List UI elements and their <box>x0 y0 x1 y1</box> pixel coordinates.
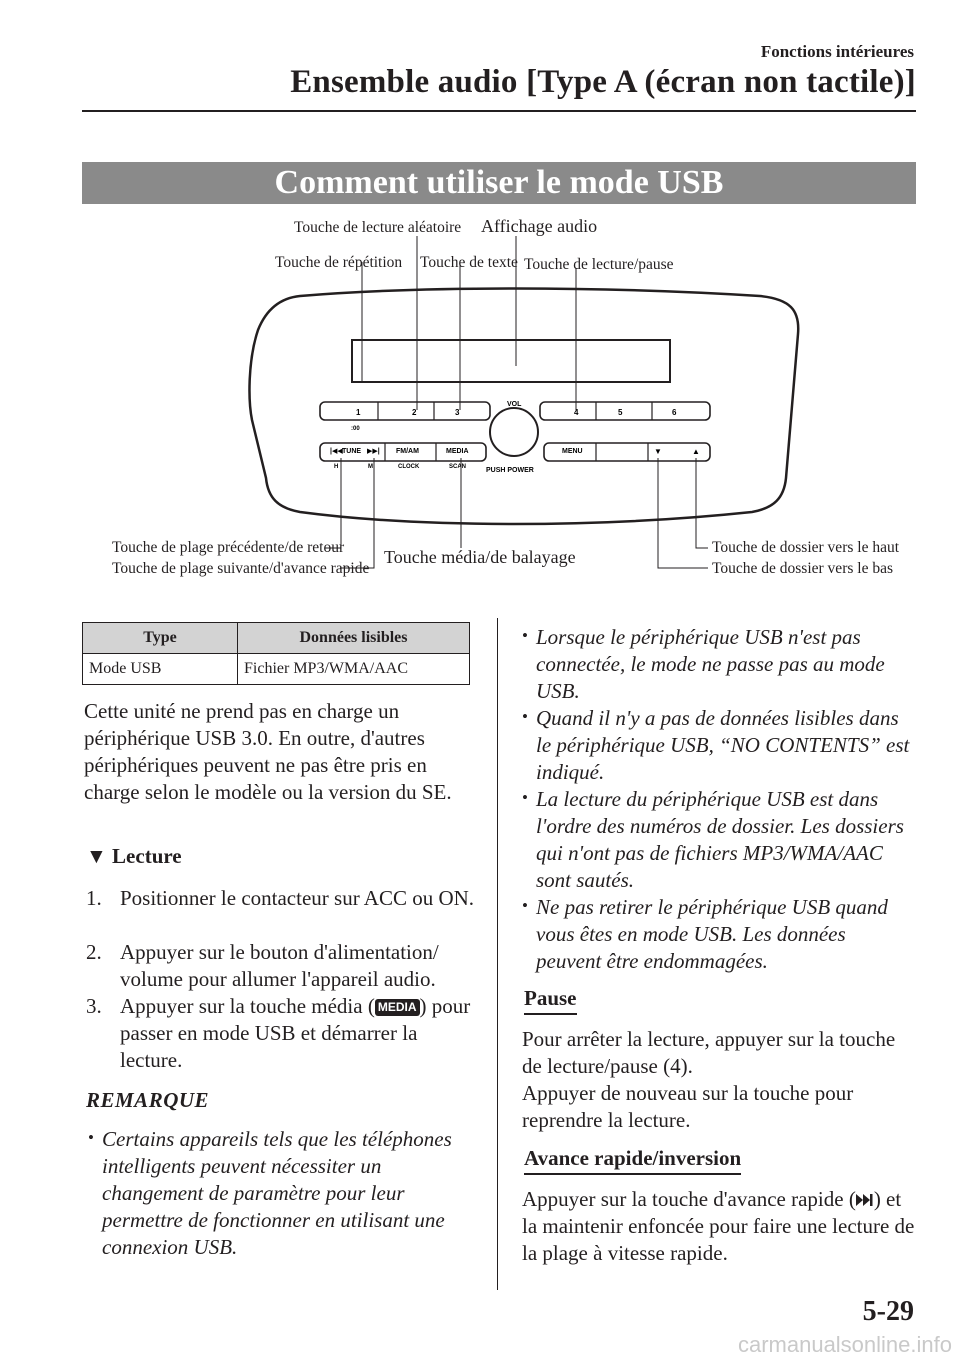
panel-body <box>250 289 799 525</box>
step-text: Positionner le contacteur sur ACC ou ON. <box>120 886 475 910</box>
label-folder-up-key: Touche de dossier vers le haut <box>712 539 900 556</box>
label-track-forward-key: Touche de plage suivante/d'avance rapide <box>112 560 370 577</box>
h-label: H <box>334 464 339 470</box>
bullet-icon: • <box>522 707 528 726</box>
intro-paragraph: Cette unité ne prend pas en charge un périphérique USB 3.0. En outre, d'autres périphériques peuvent ne pas être pris en charge selon le modèle ou la version du SE. <box>84 699 452 804</box>
section-heading-lecture <box>86 844 182 869</box>
subheading-pause: Pause <box>524 986 577 1011</box>
section-title-lecture: Lecture <box>112 844 182 868</box>
table-cell-type: Mode USB <box>83 654 238 685</box>
label-folder-down-key: Touche de dossier vers le bas <box>712 560 893 577</box>
tune-prev-glyph: |◀◀ <box>330 448 343 455</box>
tune-next-glyph: ▶▶| <box>367 448 380 455</box>
label-track-back-key: Touche de plage précédente/de retour <box>112 539 345 556</box>
label-play-pause-key: Touche de lecture/pause <box>524 256 674 273</box>
section-banner: Comment utiliser le mode USB <box>82 162 916 204</box>
audio-display-window <box>352 340 670 382</box>
preset-6-label: 6 <box>672 408 677 417</box>
m-label: M <box>368 464 373 470</box>
vol-label: VOL <box>507 401 522 408</box>
step-text: Appuyer sur le bouton d'alimentation/ volume pour allumer l'appareil audio. <box>120 940 439 991</box>
folder-down-glyph: ▼ <box>654 447 662 456</box>
step-number: 3. <box>86 994 102 1018</box>
media-key-icon: MEDIA <box>375 999 420 1016</box>
label-shuffle-key: Touche de lecture aléatoire <box>294 219 462 236</box>
push-power-label: PUSH POWER <box>486 467 534 474</box>
note-item: • Quand il n'y a pas de données lisibles dans le périphérique USB, “NO CONTENTS” est indiqué. <box>522 705 916 786</box>
note-item: • Lorsque le périphérique USB n'est pas connectée, le mode ne passe pas au mode USB. <box>522 624 916 705</box>
ff-paragraph: Appuyer sur la touche d'avance rapide ( ) et la maintenir enfoncée pour faire une lecture de la plage à vitesse rapide. <box>522 1187 915 1265</box>
triangle-marker-icon: ▼ <box>86 844 107 868</box>
step-3 <box>86 993 478 1074</box>
preset-2-label: 2 <box>412 408 417 417</box>
bullet-icon: • <box>88 1128 94 1147</box>
readable-data-table <box>82 622 470 685</box>
watermark: carmanualsonline.info <box>737 1332 952 1357</box>
folder-up-glyph: ▲ <box>692 447 700 456</box>
step-1 <box>86 885 478 912</box>
step-2 <box>86 939 478 993</box>
table-header-row <box>83 623 470 654</box>
subheading-ff-rew: Avance rapide/inversion <box>524 1146 741 1171</box>
bullet-icon: • <box>522 896 528 915</box>
note-item: • Ne pas retirer le périphérique USB quand vous êtes en mode USB. Les données peuvent être endommagées. <box>522 894 916 975</box>
label-repeat-key: Touche de répétition <box>275 254 403 271</box>
volume-knob <box>490 408 538 456</box>
pause-paragraph-2: Appuyer de nouveau sur la touche pour reprendre la lecture. <box>522 1081 854 1132</box>
step-text: Appuyer sur la touche média ( MEDIA ) pour passer en mode USB et démarrer la lecture. <box>120 994 471 1072</box>
pause-paragraph-1: Pour arrêter la lecture, appuyer sur la touche de lecture/pause (4). <box>522 1027 896 1078</box>
preset-5-label: 5 <box>618 408 623 417</box>
note-heading: REMARQUE <box>86 1088 210 1112</box>
preset-4-label: 4 <box>574 408 579 417</box>
table-row <box>83 654 470 685</box>
label-media-scan-key: Touche média/de balayage <box>384 547 576 567</box>
table-cell-data: Fichier MP3/WMA/AAC <box>238 654 470 685</box>
bullet-icon: • <box>522 788 528 807</box>
label-audio-display: Affichage audio <box>481 216 598 236</box>
label-text-key: Touche de texte <box>420 254 518 271</box>
preset-buttons-right <box>540 402 710 420</box>
table-header-type: Type <box>83 623 238 654</box>
fm-am-label: FM/AM <box>396 448 419 455</box>
menu-label: MENU <box>562 448 583 455</box>
page-title: Ensemble audio [Type A (écran non tactile)] <box>290 64 916 100</box>
clock-label: CLOCK <box>398 464 420 470</box>
step-number: 1. <box>86 886 102 910</box>
page-number: 5-29 <box>862 1296 914 1327</box>
preset-3-label: 3 <box>455 408 460 417</box>
preset-1-label: 1 <box>356 408 361 417</box>
tune-label: TUNE <box>342 448 362 455</box>
clock-00-label: :00 <box>351 426 360 432</box>
table-header-data: Données lisibles <box>238 623 470 654</box>
preset-buttons-left <box>320 402 490 420</box>
note-item: • Certains appareils tels que les téléphones intelligents peuvent nécessiter un changement de paramètre pour leur permettre de fonctionner en utilisant une connexion USB. <box>88 1126 478 1261</box>
step-number: 2. <box>86 940 102 964</box>
audio-panel-figure <box>0 0 960 600</box>
column-divider <box>497 618 498 1290</box>
bullet-icon: • <box>522 626 528 645</box>
note-item: • La lecture du périphérique USB est dans l'ordre des numéros de dossier. Les dossiers qui n'ont pas de fichiers MP3/WMA/AAC sont sautés. <box>522 786 916 894</box>
media-label: MEDIA <box>446 448 469 455</box>
section-name: Fonctions intérieures <box>760 42 914 61</box>
scan-label: SCAN <box>449 464 467 470</box>
fast-forward-icon <box>856 1193 874 1207</box>
